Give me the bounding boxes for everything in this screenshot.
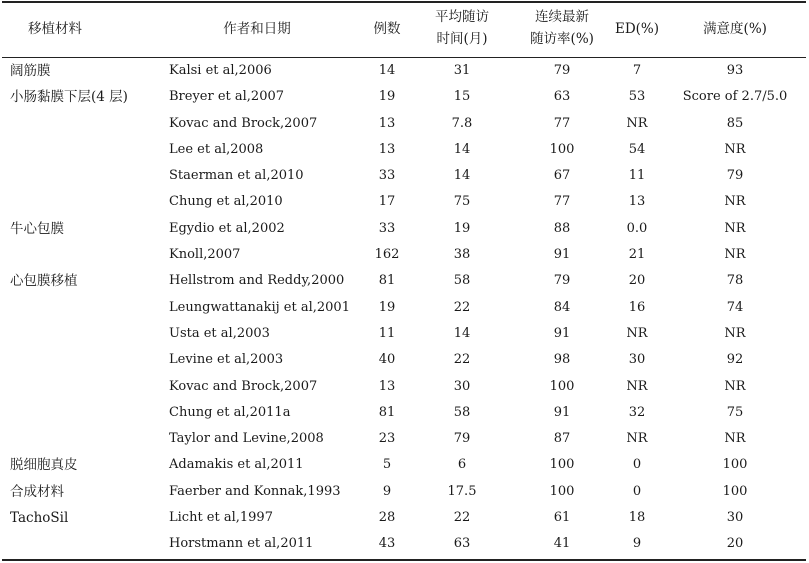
- cell-rate: 100: [549, 483, 575, 499]
- table-body: [2, 58, 806, 558]
- table-row: [2, 268, 806, 294]
- cell-satisfaction: 92: [726, 352, 744, 368]
- cell-satisfaction: 30: [726, 510, 744, 526]
- table-row: [2, 189, 806, 215]
- cell-ed: 53: [628, 89, 646, 105]
- cell-rate: 87: [553, 431, 571, 447]
- cell-followup: 58: [453, 273, 471, 289]
- cell-rate: 63: [553, 89, 571, 105]
- cell-author: Egydio et al,2002: [169, 220, 285, 236]
- cell-author: Staerman et al,2010: [169, 168, 304, 184]
- header-author: 作者和日期: [223, 21, 291, 37]
- cell-ed: 54: [628, 141, 646, 157]
- cell-cases: 162: [374, 247, 400, 263]
- cell-rate: 100: [549, 141, 575, 157]
- cell-rate: 100: [549, 457, 575, 473]
- cell-satisfaction: 93: [726, 63, 744, 78]
- table-row: [2, 242, 806, 268]
- cell-ed: 13: [628, 194, 646, 210]
- cell-rate: 79: [553, 273, 571, 289]
- cell-followup: 22: [453, 510, 471, 526]
- cell-author: Lee et al,2008: [169, 141, 264, 157]
- cell-satisfaction: 85: [726, 115, 744, 131]
- table-row: [2, 374, 806, 400]
- cell-author: Chung et al,2010: [169, 194, 283, 210]
- cell-followup: 15: [453, 89, 471, 105]
- cell-author: Usta et al,2003: [169, 325, 270, 341]
- cell-ed: NR: [626, 431, 648, 447]
- cell-ed: NR: [626, 378, 648, 394]
- cell-cases: 5: [382, 457, 392, 473]
- table-row: [2, 426, 806, 452]
- cell-author: Leungwattanakij et al,2001: [169, 299, 350, 315]
- cell-cases: 13: [378, 115, 396, 131]
- cell-author: Taylor and Levine,2008: [169, 431, 324, 447]
- cell-followup: 38: [453, 247, 471, 263]
- header-material: 移植材料: [28, 21, 82, 37]
- cell-satisfaction: 78: [726, 273, 744, 289]
- header-rate-line1: 连续最新: [535, 9, 589, 25]
- cell-author: Levine et al,2003: [169, 352, 284, 368]
- cell-cases: 33: [378, 220, 396, 236]
- cell-cases: 11: [378, 325, 396, 341]
- cell-cases: 81: [378, 273, 396, 289]
- table-row: [2, 321, 806, 347]
- table-row: [2, 347, 806, 373]
- cell-followup: 17.5: [447, 483, 477, 499]
- cell-ed: 0: [632, 483, 642, 499]
- cell-author: Kovac and Brock,2007: [169, 115, 318, 131]
- cell-rate: 91: [553, 404, 571, 420]
- cell-cases: 9: [382, 483, 392, 499]
- cell-material: 脱细胞真皮: [10, 457, 78, 474]
- cell-author: Faerber and Konnak,1993: [169, 483, 341, 499]
- cell-followup: 31: [453, 63, 471, 78]
- table-header: [2, 1, 806, 57]
- cell-cases: 19: [378, 299, 396, 315]
- cell-cases: 19: [378, 89, 396, 105]
- cell-satisfaction: 75: [726, 404, 744, 420]
- cell-followup: 6: [457, 457, 467, 473]
- cell-ed: 0.0: [626, 220, 648, 236]
- header-followup-line2: 时间(月): [436, 31, 488, 47]
- cell-cases: 81: [378, 404, 396, 420]
- table-row: [2, 400, 806, 426]
- cell-satisfaction: NR: [724, 141, 746, 157]
- cell-rate: 88: [553, 220, 571, 236]
- cell-followup: 22: [453, 299, 471, 315]
- cell-author: Hellstrom and Reddy,2000: [169, 273, 345, 289]
- cell-followup: 58: [453, 404, 471, 420]
- cell-ed: 20: [628, 273, 646, 289]
- cell-followup: 14: [453, 168, 471, 184]
- cell-material: 心包膜移植: [10, 273, 78, 290]
- cell-satisfaction: 100: [722, 483, 748, 499]
- cell-author: Kovac and Brock,2007: [169, 378, 318, 394]
- cell-author: Knoll,2007: [169, 247, 241, 263]
- cell-cases: 28: [378, 510, 396, 526]
- cell-satisfaction: NR: [724, 220, 746, 236]
- cell-cases: 14: [378, 63, 396, 78]
- cell-satisfaction: NR: [724, 431, 746, 447]
- cell-followup: 79: [453, 431, 471, 447]
- cell-ed: NR: [626, 325, 648, 341]
- cell-satisfaction: NR: [724, 194, 746, 210]
- cell-ed: 9: [632, 536, 642, 552]
- cell-satisfaction: NR: [724, 247, 746, 263]
- cell-cases: 17: [378, 194, 396, 210]
- table-row: [2, 295, 806, 321]
- cell-material: 小肠黏膜下层(4 层): [10, 89, 128, 106]
- table-row: [2, 505, 806, 531]
- cell-satisfaction: 79: [726, 168, 744, 184]
- cell-ed: 0: [632, 457, 642, 473]
- cell-material: 合成材料: [10, 483, 64, 500]
- cell-satisfaction: NR: [724, 378, 746, 394]
- table-row: [2, 111, 806, 137]
- table-row: [2, 479, 806, 505]
- cell-followup: 63: [453, 536, 471, 552]
- cell-ed: 18: [628, 510, 646, 526]
- cell-rate: 91: [553, 247, 571, 263]
- cell-cases: 40: [378, 352, 396, 368]
- cell-author: Kalsi et al,2006: [169, 63, 272, 78]
- table-row: [2, 163, 806, 189]
- header-satisfaction: 满意度(%): [703, 21, 767, 37]
- cell-author: Licht et al,1997: [169, 510, 273, 526]
- cell-rate: 67: [553, 168, 571, 184]
- cell-satisfaction: 74: [726, 299, 744, 315]
- table-row: [2, 531, 806, 557]
- cell-ed: 32: [628, 404, 646, 420]
- header-rate-line2: 随访率(%): [530, 31, 594, 47]
- cell-material: 阔筋膜: [10, 63, 51, 79]
- cell-rate: 77: [553, 194, 571, 210]
- table-row: [2, 216, 806, 242]
- table-row: [2, 452, 806, 478]
- table-bottom-rule: [2, 559, 806, 561]
- cell-rate: 91: [553, 325, 571, 341]
- cell-followup: 30: [453, 378, 471, 394]
- cell-rate: 100: [549, 378, 575, 394]
- cell-cases: 33: [378, 168, 396, 184]
- cell-ed: 21: [628, 247, 646, 263]
- cell-cases: 43: [378, 536, 396, 552]
- cell-followup: 7.8: [451, 115, 473, 131]
- cell-material: TachoSil: [10, 510, 69, 527]
- cell-ed: NR: [626, 115, 648, 131]
- header-followup-line1: 平均随访: [435, 9, 489, 25]
- cell-rate: 77: [553, 115, 571, 131]
- cell-rate: 79: [553, 63, 571, 78]
- cell-satisfaction: 100: [722, 457, 748, 473]
- cell-cases: 13: [378, 378, 396, 394]
- cell-author: Breyer et al,2007: [169, 89, 285, 105]
- cell-ed: 16: [628, 299, 646, 315]
- cell-rate: 84: [553, 299, 571, 315]
- cell-satisfaction: Score of 2.7/5.0: [682, 89, 788, 105]
- cell-ed: 30: [628, 352, 646, 368]
- cell-author: Horstmann et al,2011: [169, 536, 314, 552]
- table-row: [2, 58, 806, 84]
- header-cases: 例数: [373, 21, 401, 37]
- cell-ed: 7: [632, 63, 642, 78]
- cell-followup: 14: [453, 141, 471, 157]
- graft-outcomes-table: [2, 1, 806, 561]
- cell-author: Adamakis et al,2011: [169, 457, 304, 473]
- cell-ed: 11: [628, 168, 646, 184]
- table-row: [2, 137, 806, 163]
- cell-cases: 23: [378, 431, 396, 447]
- cell-followup: 19: [453, 220, 471, 236]
- cell-followup: 14: [453, 325, 471, 341]
- cell-cases: 13: [378, 141, 396, 157]
- cell-rate: 41: [553, 536, 571, 552]
- table-row: [2, 84, 806, 110]
- header-ed: ED(%): [614, 21, 660, 37]
- cell-author: Chung et al,2011a: [169, 404, 291, 420]
- cell-followup: 75: [453, 194, 471, 210]
- cell-satisfaction: 20: [726, 536, 744, 552]
- cell-followup: 22: [453, 352, 471, 368]
- cell-rate: 61: [553, 510, 571, 526]
- cell-rate: 98: [553, 352, 571, 368]
- cell-material: 牛心包膜: [10, 220, 64, 237]
- cell-satisfaction: NR: [724, 325, 746, 341]
